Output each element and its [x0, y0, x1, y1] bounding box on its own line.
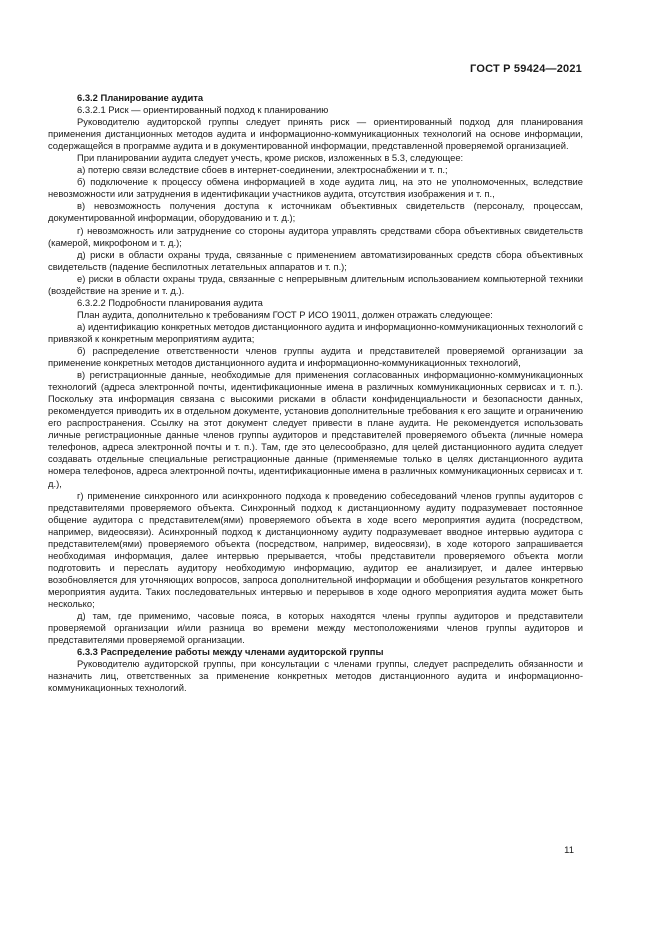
list-item: е) риски в области охраны труда, связанные с непрерывным длительным использованием компьютерной техники (воздействие на зрение и т. д.). — [48, 272, 583, 296]
section-heading: 6.3.3 Распределение работы между членами аудиторской группы — [77, 646, 384, 658]
list-item: д) риски в области охраны труда, связанные с применением автоматизированных средств сбора объективных свидетельств (падение беспилотных летательных аппаратов и т. п.); — [48, 248, 583, 272]
paragraph: Руководителю аудиторской группы, при консультации с членами группы, следует распределить обязанности и назначить лиц, ответственных за применение конкретных методов дистанционного аудита и информационно-коммуникационных технологий. — [48, 658, 583, 694]
subsection-title: 6.3.2.1 Риск — ориентированный подход к планированию — [77, 104, 329, 116]
list-item: г) применение синхронного или асинхронного подхода к проведению собеседований членов группы аудиторов с представителями проверяемого объекта. Синхронный подход к дистанционному аудиту подразумевает постоянное общение аудитора с представителем(ями) проверяемого объекта в ходе всего мероприятия аудита (посредством, например, видеосвязи). Асинхронный подход к дистанционному аудиту подразумевает вводное интервью аудитора с представителем(ями) проверяемого объекта (посредством, например, видеосвязи), в ходе которого запрашивается необходимая информация, далее интервью прерывается, чтобы представители проверяемого объекта могли подготовить и переслать аудитору необходимую информацию, аудитор ее анализирует, и далее интервью возобновляется для уточняющих вопросов, запроса дополнительной информации и обобщения результатов конкретного мероприятия аудита. Таких последовательных интервью и перерывов в ходе одного мероприятия аудита может быть несколько; — [48, 489, 583, 609]
list-item: б) подключение к процессу обмена информацией в ходе аудита лиц, на это не уполномоченных, вследствие невозможности или затруднения в идентификации участников аудита, отсутствия изображения и т. п., — [48, 176, 583, 200]
list-item: в) невозможность получения доступа к источникам объективных свидетельств (персоналу, процессам, документированной информации, оборудованию и т. д.); — [48, 200, 583, 224]
standard-number: ГОСТ Р 59424—2021 — [470, 63, 582, 75]
paragraph: При планировании аудита следует учесть, кроме рисков, изложенных в 5.3, следующее: — [77, 152, 464, 164]
section-heading: 6.3.2 Планирование аудита — [77, 92, 204, 103]
paragraph: Руководителю аудиторской группы следует принять риск — ориентированный подход для планирования применения дистанционных методов аудита и информационно-коммуникационных технологий на основе информации, содержащейся в программе аудита и в документированной информации, представленной проверяемой организацией. — [48, 116, 583, 152]
list-item: б) распределение ответственности членов группы аудита и представителей проверяемой организации за применение конкретных методов дистанционного аудита и информационно-коммуникационных технологий, — [48, 344, 583, 369]
list-item: в) регистрационные данные, необходимые для применения согласованных информационно-коммуникационных технологий (адреса электронной почты, идентификационные имена в различных коммуникационных сервисах и т. п.). Поскольку эта информация связана с высокими рисками в области конфиденциальности и безопасности данных, рекомендуется приводить их в отдельном документе, установив дополнительные требования к его защите и ограничению его распространения. Ссылку на этот документ следует привести в плане аудита. Не рекомендуется использовать личные регистрационные данные членов группы аудиторов и представителей проверяемого объекта (личные номера телефонов, адреса электронной почты и т. п.). Там, где это целесообразно, для целей дистанционного аудита следует создавать отдельные специальные регистрационные данные (применяемые только в целях дистанционного аудита номера телефонов, адреса электронной почты, идентификационные имена в различных коммуникационных сервисах и т. д.), — [48, 369, 583, 489]
subsection-title: 6.3.2.2 Подробности планирования аудита — [77, 296, 263, 308]
list-item: д) там, где применимо, часовые пояса, в которых находятся члены группы аудиторов и представители проверяемой организации и/или разница во времени между местоположениями членов группы аудиторов и представителями проверяемой организации. — [48, 610, 583, 646]
list-item: а) потерю связи вследствие сбоев в интернет-соединении, электроснабжении и т. п.; — [77, 164, 448, 176]
list-item: а) идентификацию конкретных методов дистанционного аудита и информационно-коммуникационных технологий с привязкой к конкретным мероприятиям аудита; — [48, 320, 583, 344]
list-item: г) невозможность или затруднение со стороны аудитора управлять средствами сбора объективных свидетельств (камерой, микрофоном и т. д.); — [48, 224, 583, 248]
paragraph: План аудита, дополнительно к требованиям ГОСТ Р ИСО 19011, должен отражать следующее: — [77, 308, 493, 320]
page-number: 11 — [564, 845, 574, 856]
document-body — [48, 92, 583, 694]
